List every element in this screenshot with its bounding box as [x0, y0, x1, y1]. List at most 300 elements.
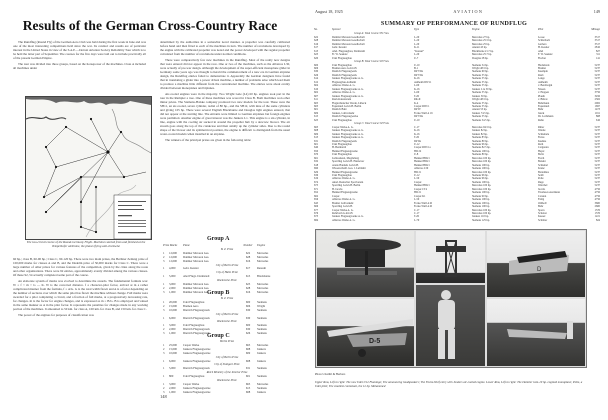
svg-text:D-5: D-5 — [369, 338, 381, 345]
table-cell: T-26 — [414, 136, 419, 140]
table-cell: Caspar — [414, 180, 422, 184]
table-cell: 1011 — [594, 111, 600, 115]
table-cell: 4756 — [594, 194, 600, 198]
table-cell: 5237 — [594, 146, 600, 150]
table-cell: Rohrbach G.m.b.H. — [332, 212, 354, 216]
table-cell: 631 — [314, 139, 319, 143]
table-cell: Junkers 74.5 hp. — [472, 111, 490, 115]
table-cell: Heinkel HD21 — [414, 163, 430, 167]
table-cell: Siemens 100 hp. — [472, 149, 490, 153]
table-cell: 5237 — [594, 142, 600, 146]
table-cell: Aufheim DW11 — [414, 80, 432, 84]
prize-row: 2 15,000 Bremen Aero 606 Wright — [163, 303, 266, 308]
table-cell: 628 — [314, 39, 319, 43]
table-cell: Siemens 100 hp. — [472, 180, 490, 184]
table-cell: 1697 — [594, 104, 600, 108]
table-cell: 662 — [314, 194, 319, 198]
prize-row: 2 2,000 Junkers Flugzeugwerke 613 Siemens — [163, 385, 267, 390]
table-cell: 626 — [314, 73, 319, 77]
table-cell: Junkers 50 hp. — [472, 94, 488, 98]
table-cell: Albatros Werke A. G. — [332, 198, 356, 202]
table-cell: Caspar — [332, 194, 340, 198]
table-cell: Carsten — [538, 194, 547, 198]
table-cell: 5237 — [594, 139, 600, 143]
table-cell: 632 — [314, 160, 319, 164]
map-caption: The two-circuit course of the Round-Germany Flight. Machines started from and finished at the Tempelhofer airdrome, the planes flying anti-clockwise — [26, 240, 146, 248]
table-cell: Heinkel HD21 — [414, 156, 430, 160]
table-cell: 622 — [314, 35, 319, 39]
prize-subtitle: City of Berlin Prize — [215, 354, 239, 359]
table-cell: 824 — [595, 218, 600, 222]
table-cell: DP IV — [414, 108, 421, 112]
table-cell: Junkers 82 hp. — [472, 132, 488, 136]
table-cell: Siemens 83 hp. — [472, 136, 489, 140]
table-cell: U-12 — [414, 142, 420, 146]
table-cell: 618 — [314, 163, 319, 167]
table-cell: 5237 — [594, 184, 600, 188]
table-cell: Heinkel HD21 — [414, 160, 430, 164]
table-cell: Junkers 110 hp. — [472, 215, 489, 219]
page-number-left: 148 — [160, 394, 167, 399]
table-cell: Akad. Deutscher Sportverein — [332, 180, 364, 184]
table-cell: Bremer — [538, 66, 547, 70]
table-cell: Plauth — [538, 94, 545, 98]
table-cell: K-16 — [414, 129, 420, 133]
table-cell: Gebr. Kessler — [332, 46, 347, 50]
table-cell: Heyer — [538, 149, 545, 153]
prize-row: 3 1,000 Junkers Flugzeugwerke 608 Junkers — [163, 389, 266, 394]
table-cell: 601 — [314, 142, 319, 146]
table-cell: Junkers 82 hp. — [472, 129, 488, 133]
table-cell: Ritter — [538, 125, 545, 129]
table-cell: Kranz — [538, 167, 545, 171]
table-cell: 630 — [314, 70, 319, 74]
table-cell: Rehn — [538, 118, 544, 122]
table-cell: Sportflug G.m.b.H. Hannover — [332, 160, 365, 164]
table-cell: Daimler Motoren Gesellschaft — [332, 42, 365, 46]
table-cell: 1576 — [594, 212, 600, 216]
table-cell: Behr — [538, 205, 544, 209]
table-cell: Schnabele — [538, 132, 550, 136]
group-b-title: Group B — [207, 290, 230, 296]
prize-row: 2 2,000 Dietrich Flugzeugwerk 630 Siemens — [163, 327, 267, 332]
table-cell: 609 — [314, 111, 319, 115]
table-cell: Caspar K1 — [414, 194, 426, 198]
table-cell: Focke-Wulf A16 — [414, 201, 433, 205]
table-cell: 607 — [314, 94, 319, 98]
table-cell: Siemens 55 hp. — [472, 101, 489, 105]
table-cell: Boltz — [538, 153, 544, 157]
table-cell: 5237 — [594, 84, 600, 88]
table-cell: Siemens 55 hp. — [472, 91, 489, 95]
table-cell: Siemens 100 hp. — [472, 167, 490, 171]
table-cell: Albatros Werke A. G. — [332, 177, 356, 181]
prize-row: 1 5,000 Dietrich Flugzeugwerk 631 Siemens — [163, 366, 267, 371]
running-header — [315, 9, 600, 14]
table-cell: Luftreederei, Magdeburg — [332, 156, 359, 160]
table-cell: 311 — [596, 53, 600, 57]
table-cell: 3756 — [594, 91, 600, 95]
paragraph: 60 hp.; class B, 60-90 hp.; Class C, 90-120 hp. There were two main prizes, the Berliner Zeitung prize of 100,000 marks for classes A and B, and the Dudelin prize of 50,000 marks for Class C. There were a large number of other prizes for various features of the competition, given by the cities along the route and other organizations. There were 92 entries, approximately evenly divided among the various classes. Of these 92, 54 actually completed some part of the course. — [13, 257, 148, 278]
table-cell: 5237 — [594, 170, 600, 174]
table-cell: 5237 — [594, 160, 600, 164]
table-cell: Junkers Flugzeugwerke A. G. — [332, 215, 364, 219]
table-cell: Udet Flugzeugbau — [332, 153, 352, 157]
table-cell: Albatros Werke A. G. — [332, 218, 356, 222]
table-cell: Heinkel Flugzeugwerke — [332, 191, 358, 195]
table-cell: 4756 — [594, 198, 600, 202]
table-cell: U-10 — [414, 118, 420, 122]
table-cell: Junkers Flugzeugwerke A. G. — [332, 94, 364, 98]
table-cell: T-26 — [414, 94, 419, 98]
table-cell: 613 — [314, 136, 319, 140]
table-cell: v. Bülow — [538, 98, 548, 102]
prize-row: 1 6,000 Dietrich Flugzeugwerk 630 Siemens — [163, 315, 267, 320]
prize-subtitle: Reich Ministry of the Interior Prize — [206, 370, 248, 375]
prize-row: 1 20,000 Udet Flugzeugbau 600 Siemens — [163, 299, 267, 304]
table-cell: Junck — [538, 111, 545, 115]
table-cell: C-17 — [414, 212, 420, 216]
table-cell: Daimler Motoren Gesellschaft — [332, 39, 365, 43]
prize-subtitle: Rheinische Prize — [217, 278, 237, 283]
performance-summary-table — [314, 28, 600, 222]
table-cell: 5237 — [594, 125, 600, 129]
table-cell: Fr. W. Seekatz — [332, 53, 348, 57]
table-cell: Blackburne 21.7 hp. — [472, 49, 494, 53]
table-cell: Garbers — [538, 42, 547, 46]
table-header: No. Sponsor Type Engine Pilot Mileage — [314, 28, 600, 31]
small-monoplane-photo-graphic — [317, 299, 414, 366]
table-cell: Siemens 96 hp. — [472, 142, 489, 146]
table-cell: 616 — [314, 42, 319, 46]
table-cell: 5237 — [594, 163, 600, 167]
prize-subtitle: City of Berlin Prize — [215, 311, 239, 316]
table-cell: Bender — [538, 160, 546, 164]
group-b-prize-table — [163, 297, 291, 336]
table-cell: Mercedes 100 hp. — [472, 184, 492, 188]
table-cell: Bremer Luftverkehr — [332, 201, 354, 205]
table-cell: Anzani 55 hp. — [472, 108, 488, 112]
table-cell: Furch — [538, 156, 545, 160]
prize-row: 3 1,000 Daimler Motoren Ges. 616 Mercedes — [163, 289, 269, 294]
table-cell: DP VIIa — [414, 73, 423, 77]
table-cell: F. W. Seekatz — [538, 53, 553, 57]
prize-subtitle: City of Stuttgart Prize — [214, 362, 240, 367]
table-cell: 610 — [314, 87, 319, 91]
table-cell: Schnabel — [538, 163, 548, 167]
table-cell: U-8 — [414, 153, 419, 157]
table-cell: v. Bentivegni — [538, 84, 553, 88]
table-cell: Aufheim — [538, 80, 548, 84]
table-cell: Schlerbach — [538, 39, 550, 43]
table-cell: K-16 — [414, 87, 420, 91]
right-page — [300, 0, 608, 420]
tower-photo-graphic — [416, 231, 485, 283]
table-cell: Kaeser — [538, 215, 546, 219]
table-cell: L-20 — [414, 53, 420, 57]
table-cell: H. Jacobs — [332, 187, 343, 191]
table-cell: 605 — [314, 101, 319, 105]
table-cell: Siemens 55 hp. — [472, 73, 489, 77]
table-cell: 684 — [314, 218, 319, 222]
table-cell: Mercedes 100 hp. — [472, 212, 492, 216]
table-cell: T-26 — [414, 215, 419, 219]
table-cell: 650 — [314, 149, 319, 153]
photo-credit: Photo's Kathil & Herbers — [315, 372, 346, 376]
table-cell: 5237 — [594, 129, 600, 133]
table-cell: Espenlaub G.m.b.H. Berlin — [332, 104, 362, 108]
table-cell: 611 — [314, 98, 318, 102]
table-cell: 3317 — [594, 39, 600, 43]
summary-title: SUMMARY OF PERFORMANCE OF RUNDFLUG — [380, 20, 528, 27]
table-cell: Kaehne — [538, 139, 547, 143]
table-cell: HD 21 — [414, 191, 422, 195]
table-cell: Junkers Flugzeugwerke A. G. — [332, 129, 364, 133]
table-cell: 671 — [314, 187, 319, 191]
issue-date: August 18, 1925 — [315, 9, 343, 14]
table-cell: Siemens 55 hp. — [472, 80, 489, 84]
table-cell: Thomas-Lenormann — [538, 191, 560, 195]
prize-subtitle: City of Berlin Prize — [215, 262, 239, 267]
paragraph: The winners of the principal prizes are given in the following table: — [165, 137, 252, 142]
magazine-title: AVIATION — [453, 9, 484, 14]
table-cell: 661 — [314, 156, 319, 160]
table-cell: H. Kessler — [538, 46, 550, 50]
table-cell: U-7 — [414, 56, 419, 60]
table-cell: Siemens 100 hp. — [472, 163, 490, 167]
prize-row: 2 15,000 Junkers Flugzeugwerke 608 Junkers — [163, 346, 266, 351]
article-title: Results of the German Cross-Country Race — [22, 18, 278, 33]
route-map — [25, 96, 152, 240]
table-cell: Siemens 55 hp. — [472, 115, 489, 119]
table-cell: Dietrich Flugzeugwerk — [332, 139, 357, 143]
table-cell: Heinkel Flugzeugwerke — [332, 149, 358, 153]
table-cell: Dietrich Flugzeugwerke — [332, 115, 359, 119]
table-cell: Mercedes 25 hp. — [472, 42, 490, 46]
table-cell: 615 — [314, 115, 319, 119]
table-cell: DP VIIa — [414, 115, 423, 119]
table-cell: Caspar CT4 — [414, 187, 427, 191]
table-cell: Siemens 55 hp. — [472, 84, 489, 88]
table-cell: 5237 — [594, 174, 600, 178]
table-cell: L-70 — [414, 218, 420, 222]
table-cell: Flugzeugbau Aufheim — [332, 80, 356, 84]
table-cell: 609 — [314, 132, 319, 136]
table-cell: DP VIIa — [414, 70, 423, 74]
table-cell: Siemens 60 hp. — [472, 70, 489, 74]
table-cell: Nissen — [538, 87, 546, 91]
table-row — [314, 219, 600, 222]
table-cell: 5237 — [594, 156, 600, 160]
table-cell: Mercedes 94.5 hp. — [472, 125, 492, 129]
table-cell: L-20 — [414, 35, 420, 39]
prize-row: 3 12,000 Daimler Motoren Ges. 616 Mercedes — [163, 258, 269, 263]
table-cell: U-10 — [414, 63, 420, 67]
table-cell: Focke-Wulf A16 — [414, 205, 433, 209]
prize-row: 1 3,000 Udet Flugzeugbau 600 Siemens — [163, 323, 267, 328]
table-cell: Udet Flugzeugbau — [332, 174, 352, 178]
table-cell: Udet Flugzeugbau — [332, 142, 352, 146]
table-cell: 673 — [314, 215, 319, 219]
table-cell: 5237 — [594, 77, 600, 81]
photo-smallest-contestant — [487, 299, 585, 366]
photo-pilot-polte — [416, 285, 485, 366]
table-cell: Behrmann — [538, 101, 550, 105]
table-cell: Loose — [538, 35, 545, 39]
table-cell: 5237 — [594, 70, 600, 74]
table-cell: RK-II — [414, 98, 421, 102]
table-cell: 5237 — [594, 132, 600, 136]
table-cell: Dr. Lachmann — [538, 115, 554, 119]
table-cell: 612 — [314, 80, 319, 84]
table-cell: Udet Flugzeugbau — [332, 63, 352, 67]
table-cell: 677 — [314, 208, 319, 212]
table-cell: Junkers Flugzeugwerke A. G. — [332, 132, 364, 136]
table-cell: 666 — [314, 205, 319, 209]
table-cell: 5237 — [594, 153, 600, 157]
pilot-photo-graphic — [416, 285, 485, 366]
table-cell: 675 — [314, 184, 319, 188]
table-cell: Caspar RWC1a — [414, 146, 431, 150]
table-cell: Mercedes 100 hp. — [472, 170, 492, 174]
table-cell: Flugtechnischer Verein, Lübeck — [332, 101, 367, 105]
table-cell: 5237 — [594, 149, 600, 153]
group-a-title: Group A — [207, 236, 230, 242]
table-cell: 3317 — [594, 35, 600, 39]
table-cell: 1473 — [594, 108, 600, 112]
prize-row: 2 2,000 Daimler Motoren Ges. 628 Mercedes — [163, 285, 269, 290]
table-cell: K-16 — [414, 77, 420, 81]
table-cell: Carganico — [538, 146, 549, 150]
table-body — [314, 32, 600, 222]
table-cell: Albatros Werke A. G. — [332, 91, 356, 95]
table-cell: Siemens 55 hp. — [472, 77, 489, 81]
small-plane-crowd-photo-graphic — [487, 299, 585, 366]
table-cell: L-59 — [414, 198, 420, 202]
group-c-title: Group C — [207, 333, 230, 339]
page-number-right: 149 — [593, 9, 600, 14]
photo-collage — [315, 229, 587, 368]
table-cell: L-60 — [414, 84, 420, 88]
table-cell: 616 — [595, 118, 600, 122]
paragraph: An elaborate system of marks was evolved to determine the awards. The fundamental formula was: W = f × m × G — K. W is the corrected distance. f a character-pilot factor, arrived at in a rather complicated manner from the formula, f = A/G. G is the total width flown and A is a factor depending on the number of sections over which the same pilot has flown the machine without change. Full marks were awarded for a pilot completing a circuit, and a fraction of full marks, at a progressively decreasing rate, for changes. m is the factor for engine changes, and is expressed as m = B/G. B is employed and valued in the same manner as A in the pilot factor. K represents the penalties for changes made in any working portion of the machines. It amounted to 50 km. for class A, 100 km. for class B, and 150 km. for class C. — [13, 278, 148, 312]
table-cell: Polte — [538, 177, 544, 181]
table-cell: 5237 — [594, 136, 600, 140]
germany-route-map-graphic — [26, 97, 151, 239]
table-cell: HD 21 — [414, 170, 422, 174]
prize-row: 1 25,000 Caspar Werke 663 Mercedes — [163, 342, 269, 347]
table-cell: 141 — [595, 56, 600, 60]
table-cell: 5237 — [594, 66, 600, 70]
table-cell: 620 — [314, 56, 319, 60]
table-cell: K-16 — [414, 132, 420, 136]
table-cell: Junkers, Luftverkehr — [332, 111, 355, 115]
table-cell: Roth — [538, 142, 544, 146]
table-cell: Siemens 54 hp. — [472, 63, 489, 67]
table-cell: DP IIa — [414, 139, 421, 143]
table-cell: 625 — [314, 118, 319, 122]
table-cell: HD 22 — [414, 149, 422, 153]
table-cell: Arado Handels G.m.b.H. — [332, 163, 359, 167]
paragraph: determined by the authorities in a somewhat novel manner. A propeller was carefully calibrated before hand and then fitted to each of the machines in turn. The number of revolutions developed by the engine with the calibrated propeller was noted and the power developed with the regular propeller calculated from the number of revolutions under normal conditions. — [160, 40, 290, 57]
table-cell: Raab-Katzenstein — [332, 98, 352, 102]
table-cell: 2002 — [594, 101, 600, 105]
table-cell: Abel — [538, 49, 544, 53]
table-cell: Junkers Flugzeugwerke A. G. — [332, 136, 364, 140]
table-cell: Daimler Motoren Gesellschaft — [332, 35, 365, 39]
table-cell: Mercedes 100 hp. — [472, 187, 492, 191]
table-cell: Caspar Werke A. G. — [332, 208, 354, 212]
photo-udet-flamingo — [317, 231, 414, 297]
table-cell: Mercedes 25.5 hp. — [472, 39, 492, 43]
prize-subtitle: B. Z. Prize — [220, 296, 234, 300]
table-cell: Abel. Flugzeugbau, Darmstadt — [332, 49, 365, 53]
table-cell: Sporn — [538, 208, 545, 212]
prize-row: 1 3,000 Caspar Werke 663 Mercedes — [163, 381, 269, 386]
table-cell: Mercedes 25.7 hp. — [472, 53, 492, 57]
table-cell: 4756 — [594, 191, 600, 195]
paragraph: There were comparatively few new machines in the Rundflug. Most of the really new designs that were entered did not appear in the race. One or two of the machines, such as the Albatros L30, were actually of pre-war design. Although the development of the super-efficient monoplane glider in Germany some years ago was thought to herald the commencement of a new era in German airplane design, the Rundflug entries failed to demonstrate it. Apparently the German designers have found that in translating a glider into a power driven machine, a number of problems arise which lead them to produce a machine little different from the conventional machine. The entries were about evenly divided between monoplanes and biplanes. — [160, 57, 290, 91]
table-cell: 808 — [595, 115, 600, 119]
table-cell: 608 — [314, 129, 319, 133]
left-column-top — [13, 40, 146, 71]
table-cell: Siemens 100 hp. — [472, 198, 490, 202]
table-cell: 600 — [314, 63, 319, 67]
table-cell: Mercedes 100 hp. — [472, 160, 492, 164]
prize-row: 1 6,000 Junkers Flugzeugwerke 608 Junkers — [163, 358, 266, 363]
table-cell: Udet Flugzeugbau — [332, 56, 352, 60]
table-cell: 623 — [314, 53, 319, 57]
photo-loudspeaker-tower — [416, 231, 485, 283]
table-cell: Heinkel Flugzeugwerke — [332, 170, 358, 174]
paragraph: The tour was divided into three groups, based on the horsepower of the machines. Class A included all machines under — [13, 61, 146, 70]
table-cell: Dietrich Flugzeugwerk — [332, 73, 357, 77]
table-cell: 602 — [314, 91, 319, 95]
table-cell: Anzani 45 hp. — [472, 46, 488, 50]
table-cell: 663 — [314, 125, 319, 129]
table-cell: 652 — [314, 191, 319, 195]
table-cell: 604 — [314, 84, 319, 88]
table-cell: "Konsul" — [414, 49, 424, 53]
table-cell: Focke-Wulf A 16 — [414, 111, 433, 115]
table-cell: Siemens 100 hp. — [472, 205, 490, 209]
prize-row: 1 5,000 Abel Flugz. Darmstadt 613 Blackburne — [163, 274, 271, 279]
table-cell: Oldhoff — [538, 201, 547, 205]
table-cell: U-12 — [414, 174, 420, 178]
table-cell: H. Bernhardt — [332, 146, 347, 150]
table-cell: Schober — [538, 212, 547, 216]
table-cell: Kaempfe — [538, 70, 548, 74]
table-cell: Albatros Werke A. G. — [332, 84, 356, 88]
table-cell: Mercedes 100 hp. — [472, 156, 492, 160]
table-cell: 645 — [314, 201, 319, 205]
prize-subtitle: Berlin Prize — [219, 339, 235, 343]
table-cell: L-20 — [414, 39, 420, 43]
table-cell: 1221 — [594, 215, 600, 219]
table-cell: Wright 48.5 hp. — [472, 98, 489, 102]
table-cell: 5237 — [594, 73, 600, 77]
table-cell: Sportflug G.m.b.H. Berlin — [332, 184, 361, 188]
table-cell: 617 — [314, 46, 319, 50]
table-cell: Hackmack — [538, 63, 550, 67]
prize-row: 1 4,000 Gebr. Kessler 617 Renault — [163, 266, 266, 271]
table-cell: 2302 — [594, 98, 600, 102]
table-cell: Udet Flugzeugbau — [332, 118, 352, 122]
photo-caption: Upper Row, Left to right: The new Udet U12 Flamingo; The announcing loudspeakers; The Focke-Wulf entry with Junkers air-cooled engine. Lower Row, Left to right: The Daimler twin-19 hp. engined monoplane; Polte, a Udet pilot; The smallest contestant, the 12 hp. Mohammed — [315, 380, 583, 388]
right-column-text — [160, 40, 290, 143]
biplane-photo-graphic — [317, 231, 414, 297]
table-cell: Caspar Werke A. G. — [332, 125, 354, 129]
